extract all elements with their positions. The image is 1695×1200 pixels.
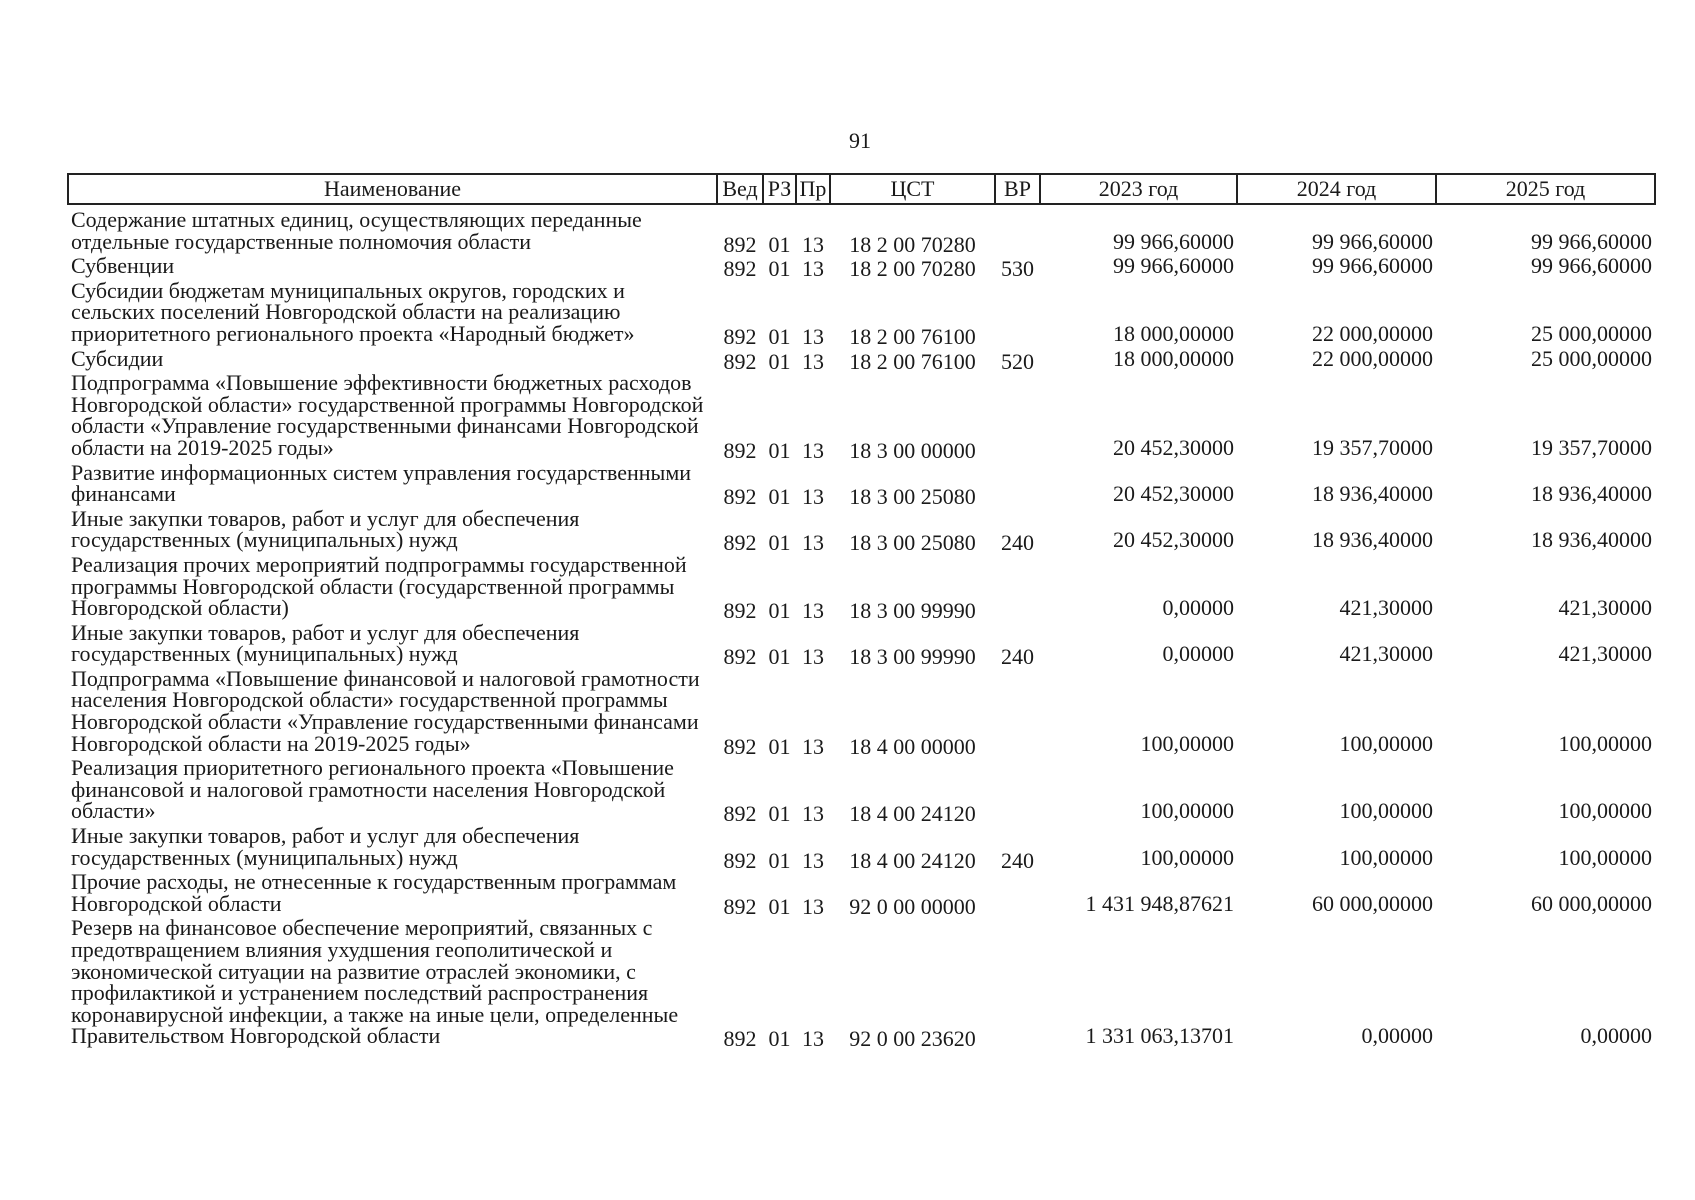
row-ved: 892 bbox=[723, 598, 757, 624]
table-row bbox=[68, 825, 1655, 871]
header-vr: ВР bbox=[995, 174, 1040, 204]
row-vr bbox=[995, 871, 1040, 917]
row-rz: 01 bbox=[768, 801, 791, 827]
row-pr: 13 bbox=[802, 348, 824, 374]
table-row bbox=[68, 204, 1655, 255]
row-rz: 01 bbox=[768, 1026, 791, 1052]
row-2024: 421,30000 bbox=[1339, 595, 1433, 621]
budget-table bbox=[67, 173, 1656, 1050]
table-row bbox=[68, 917, 1655, 1050]
row-2024: 99 966,60000 bbox=[1312, 228, 1433, 254]
row-vr bbox=[995, 757, 1040, 825]
row-vr: 520 bbox=[1001, 348, 1034, 374]
row-2025: 60 000,00000 bbox=[1531, 890, 1652, 916]
row-cst: 92 0 00 00000 bbox=[849, 893, 976, 919]
row-cst: 18 3 00 99990 bbox=[849, 644, 976, 670]
row-2023: 100,00000 bbox=[1140, 798, 1234, 824]
row-rz: 01 bbox=[768, 323, 791, 349]
row-ved: 892 bbox=[723, 256, 757, 282]
row-name: Иные закупки товаров, работ и услуг для обеспечения государственных (муниципальных) нужд bbox=[71, 619, 580, 667]
row-pr: 13 bbox=[802, 801, 824, 827]
row-rz: 01 bbox=[768, 348, 791, 374]
row-cst: 18 4 00 00000 bbox=[849, 733, 976, 759]
row-2025: 18 936,40000 bbox=[1531, 481, 1652, 507]
table-row bbox=[68, 372, 1655, 461]
row-name: Подпрограмма «Повышение финансовой и налоговой грамотности населения Новгородской области» государственной программы Новгородской области «Управление государственными финансами Новгородской области на 2019-2025 годы» bbox=[71, 665, 700, 756]
row-vr bbox=[995, 462, 1040, 508]
table-header bbox=[68, 174, 1655, 204]
row-cst: 18 3 00 25080 bbox=[849, 484, 976, 510]
header-name: Наименование bbox=[68, 174, 717, 204]
row-name: Резерв на финансовое обеспечение мероприятий, связанных с предотвращением влияния ухудшения геополитической и экономической ситуации на развитие отраслей экономики, с профилактикой и устранением последствий распространения коронавирусной инфекции, а также на иные цели, определенные Правительством Новгородской области bbox=[71, 915, 679, 1049]
row-2024: 99 966,60000 bbox=[1312, 253, 1433, 279]
row-2023: 100,00000 bbox=[1140, 730, 1234, 756]
row-pr: 13 bbox=[802, 530, 824, 556]
row-cst: 18 4 00 24120 bbox=[849, 801, 976, 827]
row-name: Содержание штатных единиц, осуществляющих переданные отдельные государственные полномочия области bbox=[71, 207, 642, 254]
row-2023: 18 000,00000 bbox=[1113, 345, 1234, 371]
row-vr bbox=[995, 280, 1040, 348]
row-cst: 18 2 00 76100 bbox=[849, 348, 976, 374]
row-2025: 99 966,60000 bbox=[1531, 228, 1652, 254]
row-2023: 99 966,60000 bbox=[1113, 228, 1234, 254]
row-cst: 18 2 00 70280 bbox=[849, 256, 976, 282]
row-2023: 0,00000 bbox=[1162, 641, 1234, 667]
table-row bbox=[68, 668, 1655, 757]
row-2023: 20 452,30000 bbox=[1113, 527, 1234, 553]
row-2024: 0,00000 bbox=[1361, 1023, 1433, 1049]
row-2025: 99 966,60000 bbox=[1531, 253, 1652, 279]
row-ved: 892 bbox=[723, 348, 757, 374]
row-cst: 18 2 00 70280 bbox=[849, 231, 976, 257]
row-pr: 13 bbox=[802, 1026, 824, 1052]
row-vr bbox=[995, 668, 1040, 757]
row-rz: 01 bbox=[768, 893, 791, 919]
row-pr: 13 bbox=[802, 847, 824, 873]
table-row bbox=[68, 871, 1655, 917]
row-pr: 13 bbox=[802, 598, 824, 624]
row-2023: 1 431 948,87621 bbox=[1085, 890, 1234, 916]
table-row bbox=[68, 622, 1655, 668]
row-rz: 01 bbox=[768, 847, 791, 873]
table-row bbox=[68, 348, 1655, 373]
row-name: Подпрограмма «Повышение эффективности бюджетных расходов Новгородской области» государственной программы Новгородской области «Управление государственными финансами Новгородской области на 2019-2025 годы» bbox=[71, 370, 704, 460]
row-name: Иные закупки товаров, работ и услуг для обеспечения государственных (муниципальных) нужд bbox=[71, 505, 580, 553]
row-pr: 13 bbox=[802, 484, 824, 510]
row-cst: 18 4 00 24120 bbox=[849, 847, 976, 873]
row-pr: 13 bbox=[802, 323, 824, 349]
row-rz: 01 bbox=[768, 644, 791, 670]
row-rz: 01 bbox=[768, 598, 791, 624]
row-2025: 421,30000 bbox=[1558, 641, 1652, 667]
row-2025: 25 000,00000 bbox=[1531, 320, 1652, 346]
row-name: Реализация прочих мероприятий подпрограммы государственной программы Новгородской области (государственной программы Новгородской области) bbox=[71, 551, 687, 621]
table-row bbox=[68, 280, 1655, 348]
row-vr: 530 bbox=[1001, 256, 1034, 282]
row-ved: 892 bbox=[723, 893, 757, 919]
row-vr: 240 bbox=[1001, 847, 1034, 873]
row-ved: 892 bbox=[723, 484, 757, 510]
table-row bbox=[68, 554, 1655, 622]
header-2023: 2023 год bbox=[1040, 174, 1237, 204]
table-row bbox=[68, 508, 1655, 554]
row-cst: 92 0 00 23620 bbox=[849, 1026, 976, 1052]
header-cst: ЦСТ bbox=[830, 174, 995, 204]
row-vr: 240 bbox=[1001, 530, 1034, 556]
row-rz: 01 bbox=[768, 231, 791, 257]
row-2025: 0,00000 bbox=[1580, 1023, 1652, 1049]
row-pr: 13 bbox=[802, 437, 824, 463]
row-pr: 13 bbox=[802, 893, 824, 919]
row-name: Прочие расходы, не отнесенные к государственным программам Новгородской области bbox=[71, 869, 677, 916]
table-row bbox=[68, 462, 1655, 508]
row-ved: 892 bbox=[723, 437, 757, 463]
row-name: Развитие информационных систем управления государственными финансами bbox=[71, 459, 692, 507]
row-pr: 13 bbox=[802, 231, 824, 257]
row-2024: 19 357,70000 bbox=[1312, 434, 1433, 460]
row-ved: 892 bbox=[723, 801, 757, 827]
row-cst: 18 3 00 00000 bbox=[849, 437, 976, 463]
row-2025: 19 357,70000 bbox=[1531, 434, 1652, 460]
row-rz: 01 bbox=[768, 530, 791, 556]
row-2023: 100,00000 bbox=[1140, 844, 1234, 870]
row-2023: 20 452,30000 bbox=[1113, 481, 1234, 507]
row-rz: 01 bbox=[768, 733, 791, 759]
row-2023: 99 966,60000 bbox=[1113, 253, 1234, 279]
row-2024: 100,00000 bbox=[1339, 730, 1433, 756]
row-pr: 13 bbox=[802, 644, 824, 670]
row-cst: 18 3 00 99990 bbox=[849, 598, 976, 624]
row-name: Субсидии бюджетам муниципальных округов, городских и сельских поселений Новгородской области на реализацию приоритетного регионального проекта «Народный бюджет» bbox=[71, 277, 635, 346]
row-2025: 18 936,40000 bbox=[1531, 527, 1652, 553]
row-rz: 01 bbox=[768, 256, 791, 282]
row-name: Реализация приоритетного регионального проекта «Повышение финансовой и налоговой грамотности населения Новгородской области» bbox=[71, 755, 674, 824]
row-rz: 01 bbox=[768, 484, 791, 510]
row-2023: 0,00000 bbox=[1162, 595, 1234, 621]
table-row bbox=[68, 757, 1655, 825]
row-2024: 22 000,00000 bbox=[1312, 320, 1433, 346]
row-ved: 892 bbox=[723, 1026, 757, 1052]
row-2023: 18 000,00000 bbox=[1113, 320, 1234, 346]
row-2024: 100,00000 bbox=[1339, 844, 1433, 870]
header-2024: 2024 год bbox=[1237, 174, 1436, 204]
row-2024: 100,00000 bbox=[1339, 798, 1433, 824]
row-ved: 892 bbox=[723, 323, 757, 349]
row-2024: 18 936,40000 bbox=[1312, 481, 1433, 507]
header-ved: Вед bbox=[717, 174, 763, 204]
row-vr bbox=[995, 554, 1040, 622]
row-2024: 60 000,00000 bbox=[1312, 890, 1433, 916]
row-name: Иные закупки товаров, работ и услуг для обеспечения государственных (муниципальных) нужд bbox=[71, 823, 580, 870]
header-pr: Пр bbox=[796, 174, 830, 204]
row-2025: 100,00000 bbox=[1558, 730, 1652, 756]
row-2025: 100,00000 bbox=[1558, 798, 1652, 824]
row-name: Субвенции bbox=[71, 253, 175, 279]
row-name: Субсидии bbox=[71, 345, 164, 371]
row-2024: 22 000,00000 bbox=[1312, 345, 1433, 371]
row-2025: 421,30000 bbox=[1558, 595, 1652, 621]
row-ved: 892 bbox=[723, 231, 757, 257]
row-2024: 18 936,40000 bbox=[1312, 527, 1433, 553]
row-vr: 240 bbox=[1001, 644, 1034, 670]
table-row bbox=[68, 255, 1655, 280]
row-rz: 01 bbox=[768, 437, 791, 463]
row-ved: 892 bbox=[723, 530, 757, 556]
row-2023: 1 331 063,13701 bbox=[1085, 1023, 1234, 1049]
row-2023: 20 452,30000 bbox=[1113, 434, 1234, 460]
header-rz: РЗ bbox=[763, 174, 796, 204]
row-pr: 13 bbox=[802, 733, 824, 759]
row-2024: 421,30000 bbox=[1339, 641, 1433, 667]
row-cst: 18 2 00 76100 bbox=[849, 323, 976, 349]
table-body bbox=[68, 204, 1655, 1050]
row-ved: 892 bbox=[723, 644, 757, 670]
header-2025: 2025 год bbox=[1436, 174, 1655, 204]
row-vr bbox=[995, 204, 1040, 255]
row-cst: 18 3 00 25080 bbox=[849, 530, 976, 556]
row-2025: 100,00000 bbox=[1558, 844, 1652, 870]
row-pr: 13 bbox=[802, 256, 824, 282]
row-vr bbox=[995, 917, 1040, 1050]
page-number: 91 bbox=[849, 128, 871, 153]
row-vr bbox=[995, 372, 1040, 461]
row-ved: 892 bbox=[723, 847, 757, 873]
row-ved: 892 bbox=[723, 733, 757, 759]
row-2025: 25 000,00000 bbox=[1531, 345, 1652, 371]
